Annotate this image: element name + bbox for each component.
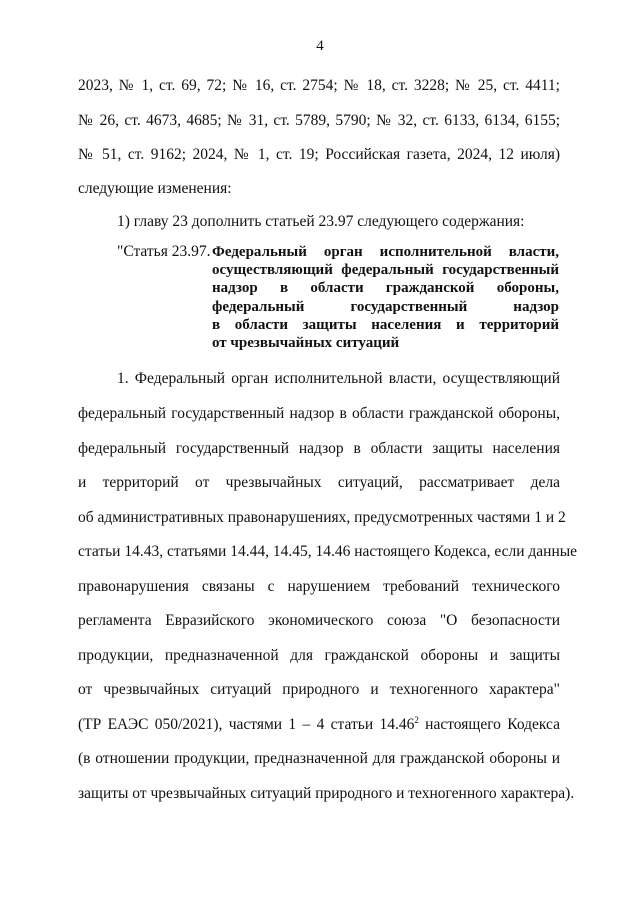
body-line: 1. Федеральный орган исполнительной власти, осуществляющий <box>117 370 560 387</box>
intro-line: № 26, ст. 4673, 4685; № 31, ст. 5789, 5790; № 32, ст. 6133, 6134, 6155; <box>78 112 560 129</box>
intro-line: № 51, ст. 9162; 2024, № 1, ст. 19; Российская газета, 2024, 12 июля) <box>78 146 560 163</box>
item-1: 1) главу 23 дополнить статьей 23.97 следующего содержания: <box>117 213 525 230</box>
body-line: от чрезвычайных ситуаций природного и техногенного характера" <box>78 681 560 698</box>
body-line: продукции, предназначенной для гражданской обороны и защиты <box>78 647 560 664</box>
body-line: регламента Евразийского экономического союза "О безопасности <box>78 612 560 629</box>
body-line: федеральный государственный надзор в области защиты населения <box>78 440 560 457</box>
body-line <box>78 716 560 734</box>
intro-line: 2023, № 1, ст. 69, 72; № 16, ст. 2754; № 18, ст. 3228; № 25, ст. 4411; <box>78 77 560 94</box>
article-title-line: в области защиты населения и территорий <box>212 316 559 333</box>
article-title-line: надзор в области гражданской обороны, <box>212 280 559 297</box>
article-title-line: Федеральный орган исполнительной власти, <box>212 244 559 260</box>
body-line: правонарушения связаны с нарушением требований технического <box>78 578 560 595</box>
article-title <box>212 243 559 352</box>
body-line-text: (ТР ЕАЭС 050/2021), частями 1 – 4 статьи 14.46 <box>78 716 415 733</box>
intro-line: следующие изменения: <box>78 180 232 197</box>
page-number: 4 <box>316 38 324 54</box>
body-line: статьи 14.43, статьями 14.44, 14.45, 14.46 настоящего Кодекса, если данные <box>78 543 578 560</box>
body-line: об административных правонарушениях, предусмотренных частями 1 и 2 <box>78 509 566 526</box>
body-line: федеральный государственный надзор в области гражданской обороны, <box>78 405 560 422</box>
body-line-text: настоящего Кодекса <box>418 716 560 733</box>
superscript: 2 <box>414 714 419 725</box>
article-title-line: осуществляющий федеральный государственный <box>212 262 559 279</box>
article-title-line: федеральный государственный надзор <box>212 298 559 315</box>
article-label: "Статья 23.97. <box>117 243 211 260</box>
article-title-line: от чрезвычайных ситуаций <box>212 335 400 352</box>
body-line: и территорий от чрезвычайных ситуаций, рассматривает дела <box>78 474 560 491</box>
body-line: (в отношении продукции, предназначенной для гражданской обороны и <box>78 750 560 767</box>
body-line: защиты от чрезвычайных ситуаций природного и техногенного характера). <box>78 785 575 802</box>
